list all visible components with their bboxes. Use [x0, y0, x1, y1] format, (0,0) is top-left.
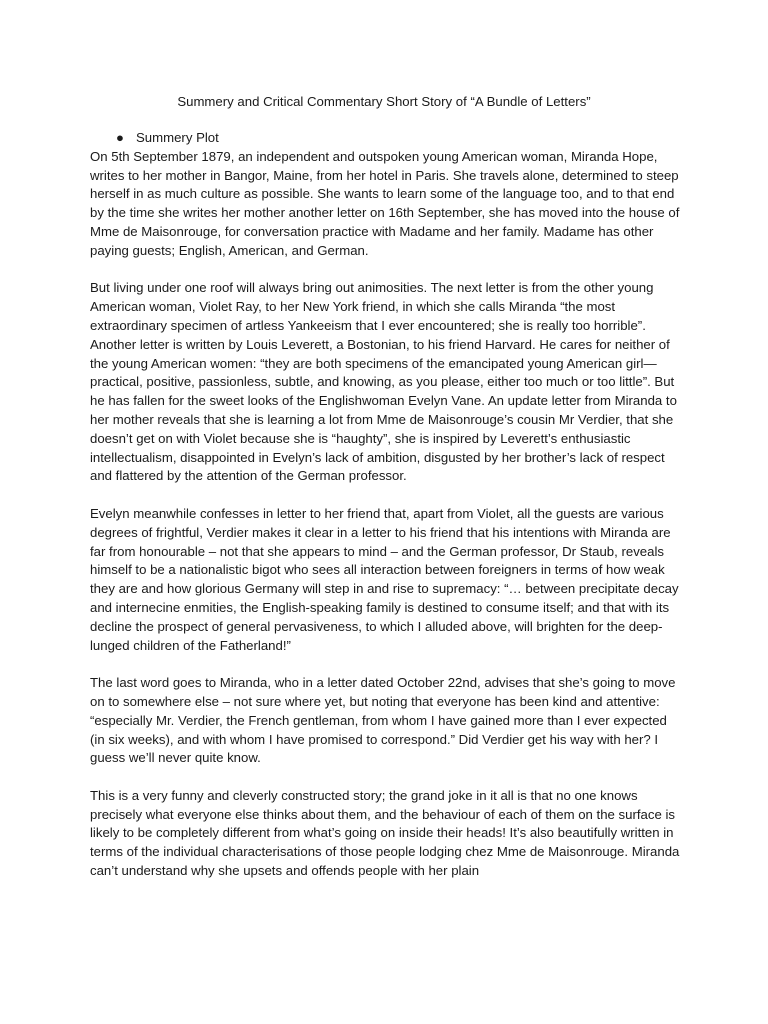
bullet-item [90, 129, 684, 148]
document-body [90, 129, 684, 900]
paragraph: But living under one roof will always bring out animosities. The next letter is from the other young American woman, Violet Ray, to her New York friend, in which she calls Miranda “the most extraordinary specimen of artless Yankeeism that I ever encountered; she is really too horrible”. Another letter is written by Louis Leverett, a Bostonian, to his friend Harvard. He cares for neither of the young American women: “they are both specimens of the emancipated young American girl—practical, positive, passionless, subtle, and knowing, as you please, either too much or too little”. But he has fallen for the sweet looks of the Englishwoman Evelyn Vane. An update letter from Miranda to her mother reveals that she is learning a lot from Mme de Maisonrouge’s cousin Mr Verdier, that she doesn’t get on with Violet because she is “haughty”, she is inspired by Leverett’s enthusiastic intellectualism, disappointed in Evelyn’s lack of ambition, disgusted by her brother’s lack of respect and flattered by the attention of the German professor. [90, 280, 677, 484]
paragraph: The last word goes to Miranda, who in a letter dated October 22nd, advises that she’s going to move on to somewhere else – not sure where yet, but noting that everyone has been kind and attentive: “especially Mr. Verdier, the French gentleman, from whom I have gained more than I ever expected (in six weeks), and with whom I have promised to correspond.” Did Verdier get his way with her? I guess we’ll never quite know. [90, 675, 676, 766]
bullet-icon: ● [116, 130, 124, 145]
paragraph: Evelyn meanwhile confesses in letter to her friend that, apart from Violet, all the guests are various degrees of frightful, Verdier makes it clear in a letter to his friend that his intentions with Miranda are far from honourable – not that she appears to mind – and the German professor, Dr Staub, reveals himself to be a nationalistic bigot who sees all interaction between foreigners in terms of how weak they are and how glorious Germany will step in and rise to supremacy: “… between precipitate decay and internecine enmities, the English-speaking family is destined to consume itself; and that with its decline the prospect of general pervasiveness, to which I alluded above, will brighten for the deep-lunged children of the Fatherland!” [90, 505, 679, 653]
paragraph: On 5th September 1879, an independent and outspoken young American woman, Miranda Hope, writes to her mother in Bangor, Maine, from her hotel in Paris. She travels alone, determined to steep herself in as much culture as possible. She wants to learn some of the language too, and to that end by the time she writes her mother another letter on 16th September, she has moved into the house of Mme de Maisonrouge, for conversation practice with Madame and her family. Madame has other paying guests; English, American, and German. [90, 148, 680, 258]
bullet-label: Summery Plot [136, 130, 219, 145]
document-title: Summery and Critical Commentary Short Story of “A Bundle of Letters” [177, 94, 591, 109]
paragraph: This is a very funny and cleverly constructed story; the grand joke in it all is that no one knows precisely what everyone else thinks about them, and the behaviour of each of them on the surface is likely to be completely different from what’s going on inside their heads! It’s also beautifully written in terms of the individual characterisations of those people lodging chez Mme de Maisonrouge. Miranda can’t understand why she upsets and offends people with her plain [90, 787, 680, 879]
